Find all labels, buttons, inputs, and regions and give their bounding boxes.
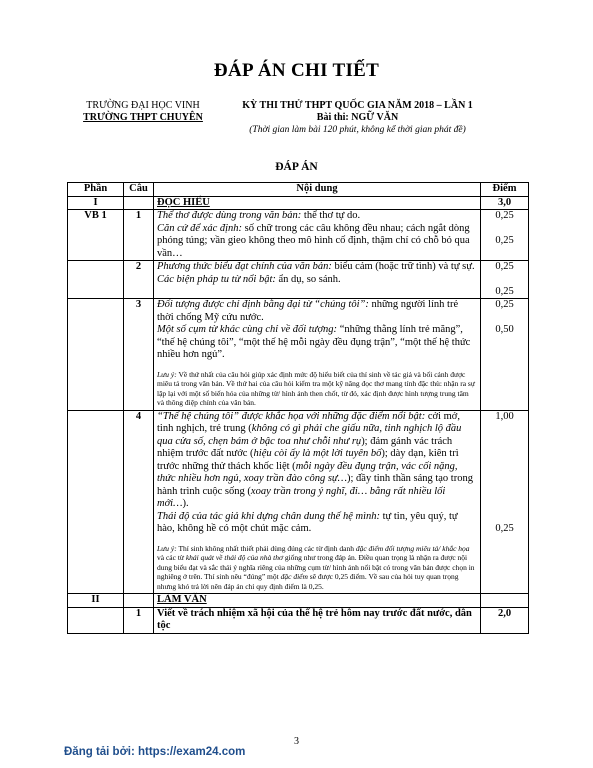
answer-points: 0,25 0,25 [481,261,529,299]
question-number: 3 [124,299,154,411]
col-header-part: Phần [68,183,124,197]
table-row-q1 [68,210,529,261]
answer-points: 0,25 0,25 [481,210,529,261]
part-label: II [68,594,124,608]
page-number: 3 [294,736,299,747]
answer-content [154,410,481,594]
answer-content [154,261,481,299]
grading-note: Lưu ý: Về thứ nhất của câu hỏi giúp xác định mức độ hiểu biết của thí sinh về tác giả và bối cảnh được miêu tả trong văn bản. Về thứ hai của câu hỏi kiểm tra một kỹ năng đọc thơ mang tính đặc thù: nhận ra sự lặp lại với một số biến hóa của những từ/ hình ảnh then chốt, từ đó, xác định được hình tượng trung tâm và thông điệp chính của văn bản. [157,369,475,407]
footer-source-link[interactable]: Đăng tải bởi: https://exam24.com [64,746,246,758]
exam-name: KỲ THI THỬ THPT QUỐC GIA NĂM 2018 – LẦN 1 [242,100,473,111]
table-header-row [68,183,529,197]
question-number: 1 [124,210,154,261]
table-row-p2q1 [68,607,529,633]
answer-points: 2,0 [481,607,529,633]
answer-content [154,299,481,411]
school-name-highschool: TRƯỜNG THPT CHUYÊN [83,112,203,123]
answer-paragraph: Căn cứ để xác định: số chữ trong các câu không đều nhau; cách ngắt dòng phóng túng; vần gieo không theo mô hình cố định, thậm chí có chỗ bỏ qua vần… [157,222,470,259]
grading-note: Lưu ý: Thí sinh không nhất thiết phải dùng đúng các từ định danh đặc điểm đối tượng miêu tả/ khắc họa và các từ khái quát về thái độ của nhà thơ giống như trong đáp án. Điều quan trọng là nhận ra được nội dung biểu đạt và sắc thái ý nghĩa riêng của những cụm từ/ hình ảnh nổi bật có trong văn bản được chọn in nghiêng ở trên. Thí sinh nêu “đúng” một đặc điểm sẽ được 0,25 điểm. Về sau của hỏi tuy quan trọng nhưng khó trả lời nên đáp án chỉ quy định điểm là 0,25. [157,543,475,591]
table-row-part2 [68,594,529,608]
answer-paragraph: Các biện pháp tu từ nổi bật: ẩn dụ, so sánh. [157,273,341,285]
question-number: 4 [124,410,154,594]
answer-paragraph: Đối tượng được chỉ định bằng đại từ “chúng tôi”: những người lính trẻ thời chống Mỹ cứu nước. [157,299,459,323]
table-row-q3 [68,299,529,411]
answer-paragraph: Thái độ của tác giả khi dựng chân dung thế hệ mình: tự tin, yêu quý, tự hào, không hề có một chút mặc cảm. [157,510,458,534]
question-number: 2 [124,261,154,299]
table-row-part1 [68,196,529,210]
table-row-q2 [68,261,529,299]
col-header-content: Nội dung [154,183,481,197]
answer-paragraph: Một số cụm từ khác cùng chỉ về đối tượng: “những thằng lính trẻ măng”, “thế hệ chúng tôi”, “một thế hệ mỗi ngày đều đụng trận”, “một thế hệ thức nhiều hơn ngủ”. [157,324,471,360]
answer-paragraph: “Thế hệ chúng tôi” được khắc họa với những đặc điểm nổi bật: cởi mở, tinh nghịch, trẻ trung (không có gì phải che giấu nữa, tinh nghịch lộ đầu qua cửa số, chẹn bám ở bậc toa như chỗi như rụ); đảm gánh vác trách nhiệm trước đất nước (hiệu còi ấy là một lời tuyên bố); dày dạn, kiên trì trước những thử thách khốc liệt (mỗi ngày đều đụng trận, vác cối nặng, thức nhiều hơn ngủ, xoay trần đào công sự…); đầy tinh thần sáng tạo trong hành trình cuộc sống (xoay trần trong ý nghĩ, đi… bằng rất nhiều lối mới…). [157,410,473,509]
part-title: LÀM VĂN [154,594,481,608]
answer-content [154,210,481,261]
question-number: 1 [124,607,154,633]
section-title: ĐÁP ÁN [275,161,318,173]
part-points: 3,0 [481,196,529,210]
table-row-q4 [68,410,529,594]
exam-subject: Bài thi: NGỮ VĂN [316,112,399,123]
text-label: VB 1 [68,210,124,261]
exam-header [225,100,490,136]
exam-duration: (Thời gian làm bài 120 phút, không kể thời gian phát đề) [249,125,466,135]
answer-points: 0,25 0,50 [481,299,529,411]
part-title: ĐỌC HIỂU [154,196,481,210]
answer-paragraph: Thể thơ được dùng trong văn bản: thể thơ tự do. [157,210,361,221]
school-header [68,100,218,124]
answer-content: Viết về trách nhiệm xã hội của thế hệ trẻ hôm nay trước đất nước, dân tộc [154,607,481,633]
col-header-question: Câu [124,183,154,197]
col-header-points: Điểm [481,183,529,197]
answer-table [67,182,529,634]
part-label: I [68,196,124,210]
answer-points: 1,00 0,25 [481,410,529,594]
document-title: ĐÁP ÁN CHI TIẾT [213,60,380,81]
school-name-university: TRƯỜNG ĐẠI HỌC VINH [86,100,200,111]
answer-paragraph: Phương thức biểu đạt chính của văn bản: biểu cảm (hoặc trữ tình) và tự sự. [157,261,475,272]
